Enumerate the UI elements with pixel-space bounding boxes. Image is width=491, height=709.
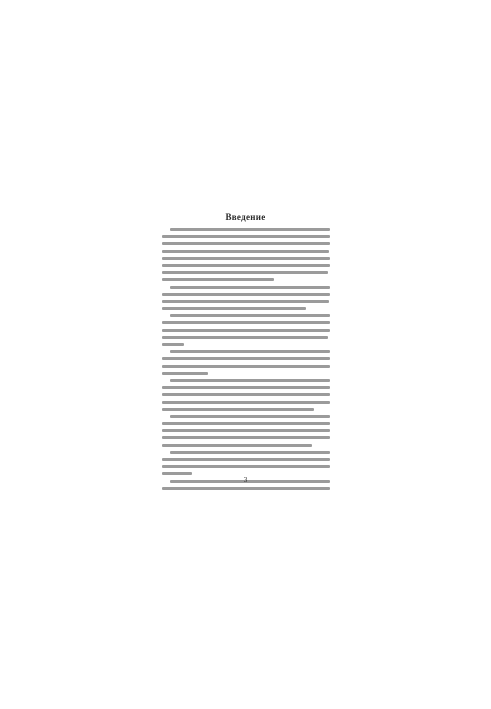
- text-line: [162, 321, 330, 324]
- text-line: [162, 329, 330, 332]
- text-line: [162, 458, 330, 461]
- text-line: [162, 300, 329, 303]
- text-line: [162, 365, 330, 368]
- paragraph: [162, 350, 330, 375]
- text-line: [162, 444, 312, 447]
- text-line: [170, 228, 330, 231]
- text-line: [162, 357, 330, 360]
- text-line: [162, 436, 330, 439]
- paragraph: [162, 379, 330, 411]
- text-line: [162, 408, 314, 411]
- text-line: [162, 372, 208, 375]
- text-line: [162, 293, 330, 296]
- text-line: [162, 393, 330, 396]
- page-number: 3: [243, 476, 248, 484]
- text-line: [162, 343, 184, 346]
- text-line: [162, 250, 329, 253]
- text-line: [162, 264, 330, 267]
- text-line: [162, 307, 306, 310]
- text-line: [162, 429, 330, 432]
- text-line: [170, 379, 330, 382]
- page-title: Введение: [225, 212, 266, 222]
- paragraph: [162, 415, 330, 447]
- text-line: [162, 472, 192, 475]
- text-line: [162, 235, 330, 238]
- text-line: [162, 465, 330, 468]
- text-line: [170, 350, 330, 353]
- paragraph: [162, 451, 330, 476]
- text-line: [162, 278, 274, 281]
- text-line: [170, 286, 330, 289]
- text-line: [162, 386, 330, 389]
- text-line: [162, 422, 330, 425]
- text-line: [162, 257, 330, 260]
- paragraph: [162, 228, 330, 281]
- text-line: [162, 271, 328, 274]
- paragraph: [162, 314, 330, 346]
- body-text: [162, 228, 330, 494]
- text-line: [170, 451, 330, 454]
- text-line: [170, 415, 330, 418]
- text-line: [162, 336, 328, 339]
- text-line: [162, 242, 330, 245]
- text-line: [162, 487, 330, 490]
- text-line: [170, 314, 330, 317]
- text-line: [162, 401, 330, 404]
- paragraph: [162, 286, 330, 311]
